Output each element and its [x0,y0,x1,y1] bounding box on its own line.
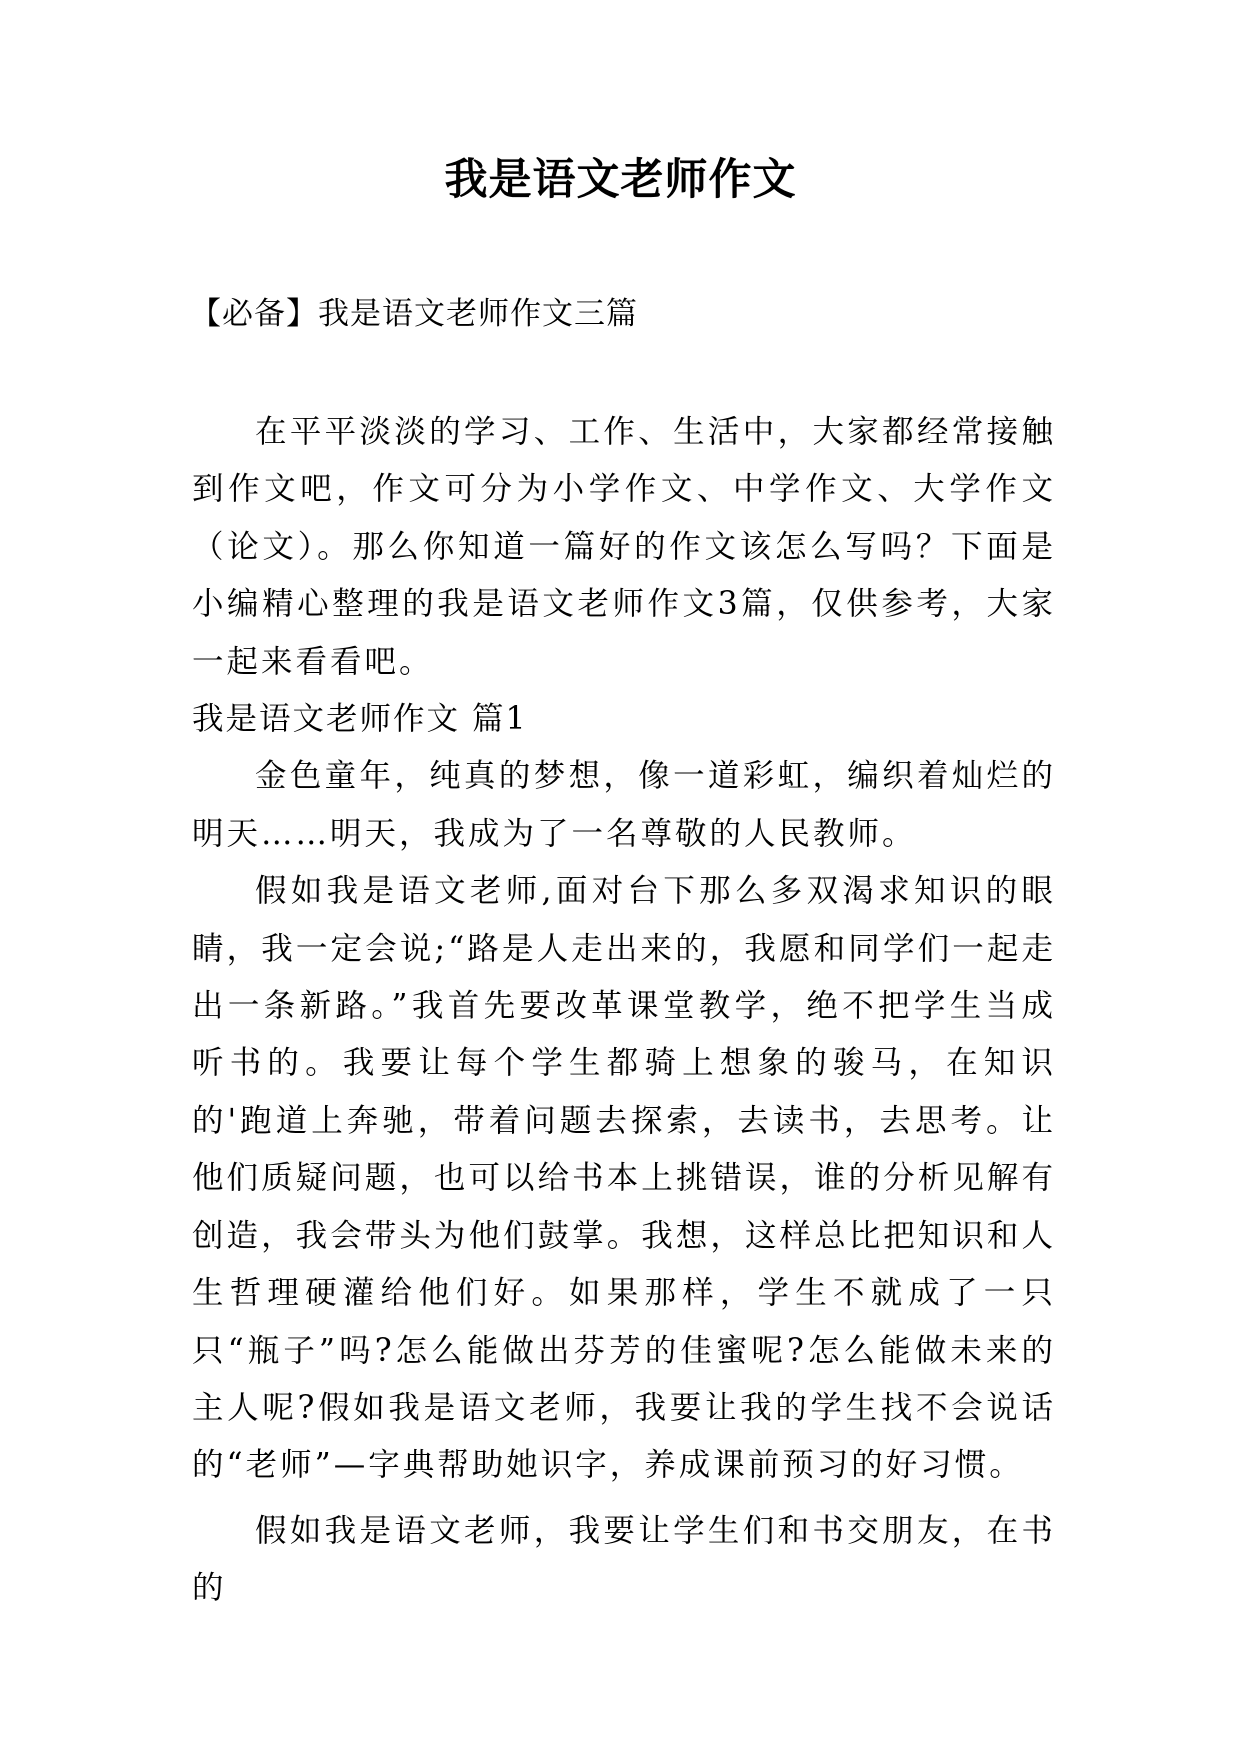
intro-paragraph: 在平平淡淡的学习、工作、生活中，大家都经常接触到作文吧，作文可分为小学作文、中学作文、大学作文（论文）。那么你知道一篇好的作文该怎么写吗？下面是小编精心整理的我是语文老师作文3篇，仅供参考，大家一起来看看吧。 [192,414,1056,680]
body-paragraph-1: 金色童年，纯真的梦想，像一道彩虹，编织着灿烂的明天……明天，我成为了一名尊敬的人民教师。 [192,758,1056,852]
body-paragraph-2: 假如我是语文老师,面对台下那么多双渴求知识的眼睛，我一定会说;“路是人走出来的，我愿和同学们一起走出一条新路。”我首先要改革课堂教学，绝不把学生当成听书的。我要让每个学生都骑上想象的骏马，在知识的'跑道上奔驰，带着问题去探索，去读书，去思考。让他们质疑问题，也可以给书本上挑错误，谁的分析见解有创造，我会带头为他们鼓掌。我想，这样总比把知识和人生哲理硬灌给他们好。如果那样，学生不就成了一只只“瓶子”吗?怎么能做出芬芳的佳蜜呢?怎么能做未来的主人呢?假如我是语文老师，我要让我的学生找不会说话的“老师”—字典帮助她识字，养成课前预习的好习惯。 [192,873,1056,1484]
document-subtitle: 【必备】我是语文老师作文三篇 [190,296,638,332]
document-title: 我是语文老师作文 [444,155,797,205]
section-heading: 我是语文老师作文 篇1 [192,701,528,738]
body-paragraph-3: 假如我是语文老师，我要让学生们和书交朋友，在书的 [192,1512,1056,1607]
document-body [192,404,1056,1618]
